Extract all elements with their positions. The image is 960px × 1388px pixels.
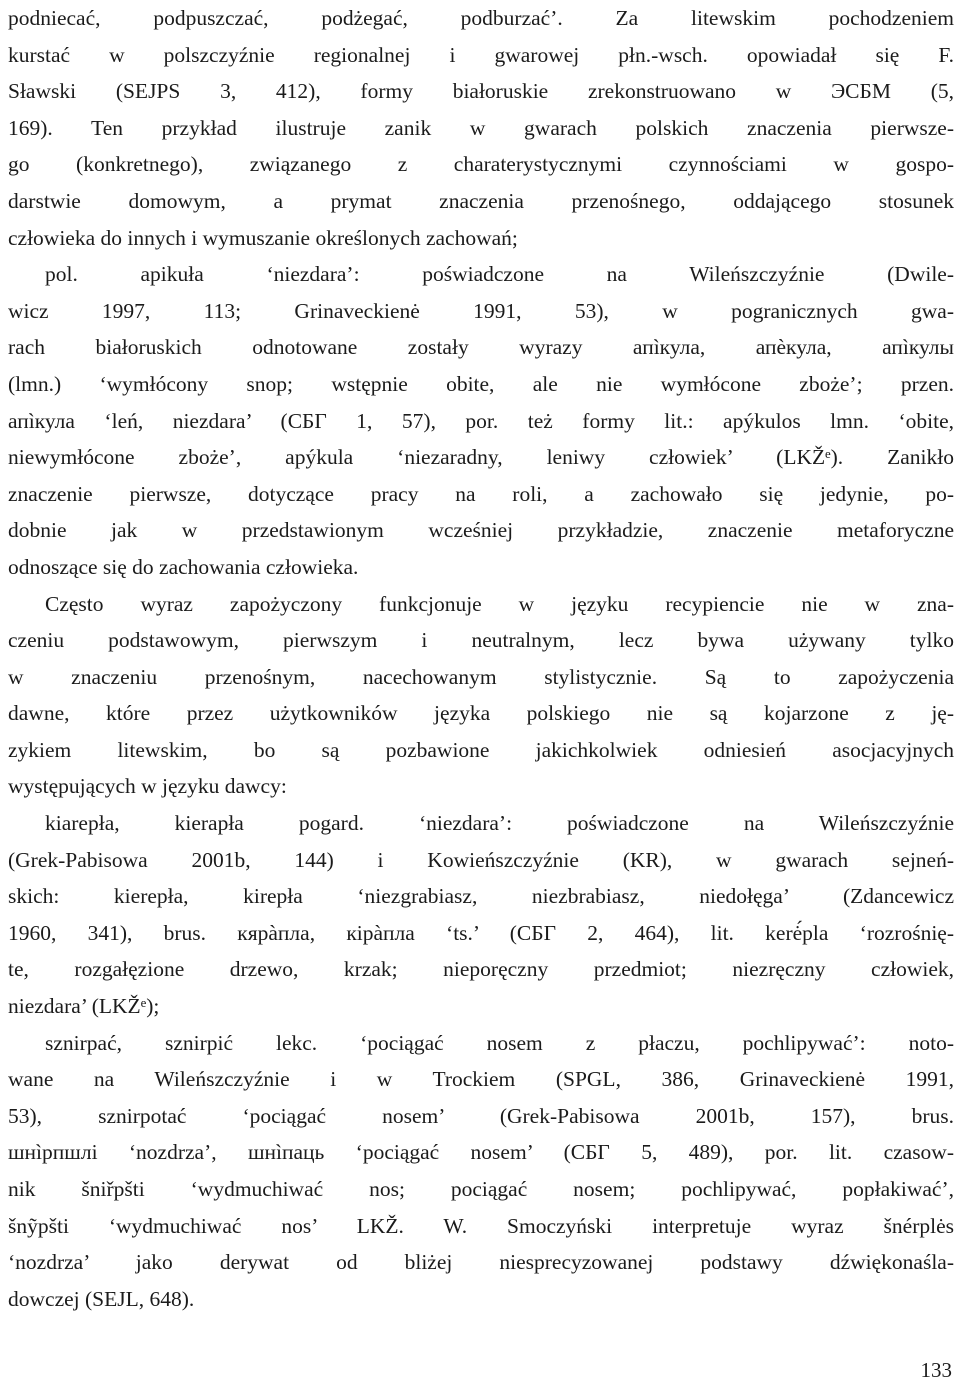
text-line: ‘nozdrza’ jako derywat od bliżej niesprecyzowanej podstawy dźwiękonaśla- <box>8 1250 954 1275</box>
text-line: w znaczeniu przenośnym, nacechowanym stylistycznie. Są to zapożyczenia <box>8 664 954 689</box>
text-line: wicz 1997, 113; Grinaveckienė 1991, 53), w pogranicznych gwa- <box>8 298 954 323</box>
text-line: dobnie jak w przedstawionym wcześniej przykładzie, znaczenie metaforyczne <box>8 518 954 543</box>
text-line: niezdara’ (LKŽᵉ); <box>8 994 160 1019</box>
text-line: Często wyraz zapożyczony funkcjonuje w języku recypiencie nie w zna- <box>45 591 954 616</box>
text-line: апìкула ‘leń, niezdara’ (СБГ 1, 57), por. też formy lit.: apýkulos lmn. ‘obite, <box>8 408 954 433</box>
text-line: pol. apikuła ‘niezdara’: poświadczone na Wileńszczyźnie (Dwile- <box>45 262 954 287</box>
text-line: wane na Wileńszczyźnie i w Trockiem (SPGL, 386, Grinaveckienė 1991, <box>8 1067 954 1092</box>
text-line: odnoszące się do zachowania człowieka. <box>8 554 359 579</box>
text-line: šnỹpšti ‘wydmuchiwać nos’ LKŽ. W. Smoczyński interpretuje wyraz šnérplės <box>8 1213 954 1238</box>
text-line: go (konkretnego), związanego z charaterystycznymi czynnościami w gospo- <box>8 152 954 177</box>
text-line: Sławski (SEJPS 3, 412), formy białoruskie zrekonstruowano w ЭСБМ (5, <box>8 79 954 104</box>
text-line: rach białoruskich odnotowane zostały wyrazy апìкула, апѐкула, апìкулы <box>8 335 954 360</box>
text-line: kurstać w polszczyźnie regionalnej i gwarowej płn.-wsch. opowiadał się F. <box>8 42 954 67</box>
text-line: nik šniřpšti ‘wydmuchiwać nos; pociągać nosem; pochlipywać, popłakiwać’, <box>8 1177 954 1201</box>
text-line: шнìрпшлі ‘nozdrza’, шнìпаць ‘pociągać nosem’ (СБГ 5, 489), por. lit. czasow- <box>8 1140 954 1165</box>
text-line: 53), sznirpotać ‘pociągać nosem’ (Grek-Pabisowa 2001b, 157), brus. <box>8 1103 954 1128</box>
body-text <box>8 0 954 1317</box>
text-line: człowieka do innych i wymuszanie określonych zachowań; <box>8 225 518 250</box>
text-line: te, rozgałęzione drzewo, krzak; nieporęczny przedmiot; niezręczny człowiek, <box>8 957 954 982</box>
page-number: 133 <box>920 1358 952 1382</box>
text-line: 1960, 341), brus. кярàпла, кірàпла ‘ts.’ (СБГ 2, 464), lit. kerė́pla ‘rozrośnię- <box>8 920 954 945</box>
text-line: dowczej (SEJL, 648). <box>8 1286 195 1311</box>
text-line: sznirpać, sznirpić lekc. ‘pociągać nosem z płaczu, pochlipywać’: noto- <box>45 1030 954 1055</box>
text-line: 169). Ten przykład ilustruje zanik w gwarach polskich znaczenia pierwsze- <box>8 115 954 140</box>
text-line: występujących w języku dawcy: <box>8 774 287 799</box>
text-line: kiarepła, kierapła pogard. ‘niezdara’: poświadczone na Wileńszczyźnie <box>45 811 954 836</box>
text-line: (Grek-Pabisowa 2001b, 144) i Kowieńszczyźnie (KR), w gwarach sejneń- <box>8 847 954 872</box>
text-line: dawne, które przez użytkowników języka polskiego nie są kojarzone z ję- <box>8 701 954 726</box>
text-line: darstwie domowym, a prymat znaczenia przenośnego, oddającego stosunek <box>8 188 954 213</box>
text-line: niewymłócone zboże’, apýkula ‘niezaradny, leniwy człowiek’ (LKŽᵉ). Zanikło <box>8 445 954 470</box>
text-line: skich: kierepła, kirepła ‘niezgrabiasz, niezbrabiasz, niedołęga’ (Zdancewicz <box>8 884 954 909</box>
text-line: zykiem litewskim, bo są pozbawione jakichkolwiek odniesień asocjacyjnych <box>8 737 954 762</box>
text-line: (lmn.) ‘wymłócony snop; wstępnie obite, ale nie wymłócone zboże’; przen. <box>8 371 954 396</box>
text-line: czeniu podstawowym, pierwszym i neutralnym, lecz bywa używany tylko <box>8 628 954 653</box>
text-line: podniecać, podpuszczać, podżegać, podburzać’. Za litewskim pochodzeniem <box>8 6 954 30</box>
text-line: znaczenie pierwsze, dotyczące pracy na roli, a zachowało się jedynie, po- <box>8 481 954 506</box>
